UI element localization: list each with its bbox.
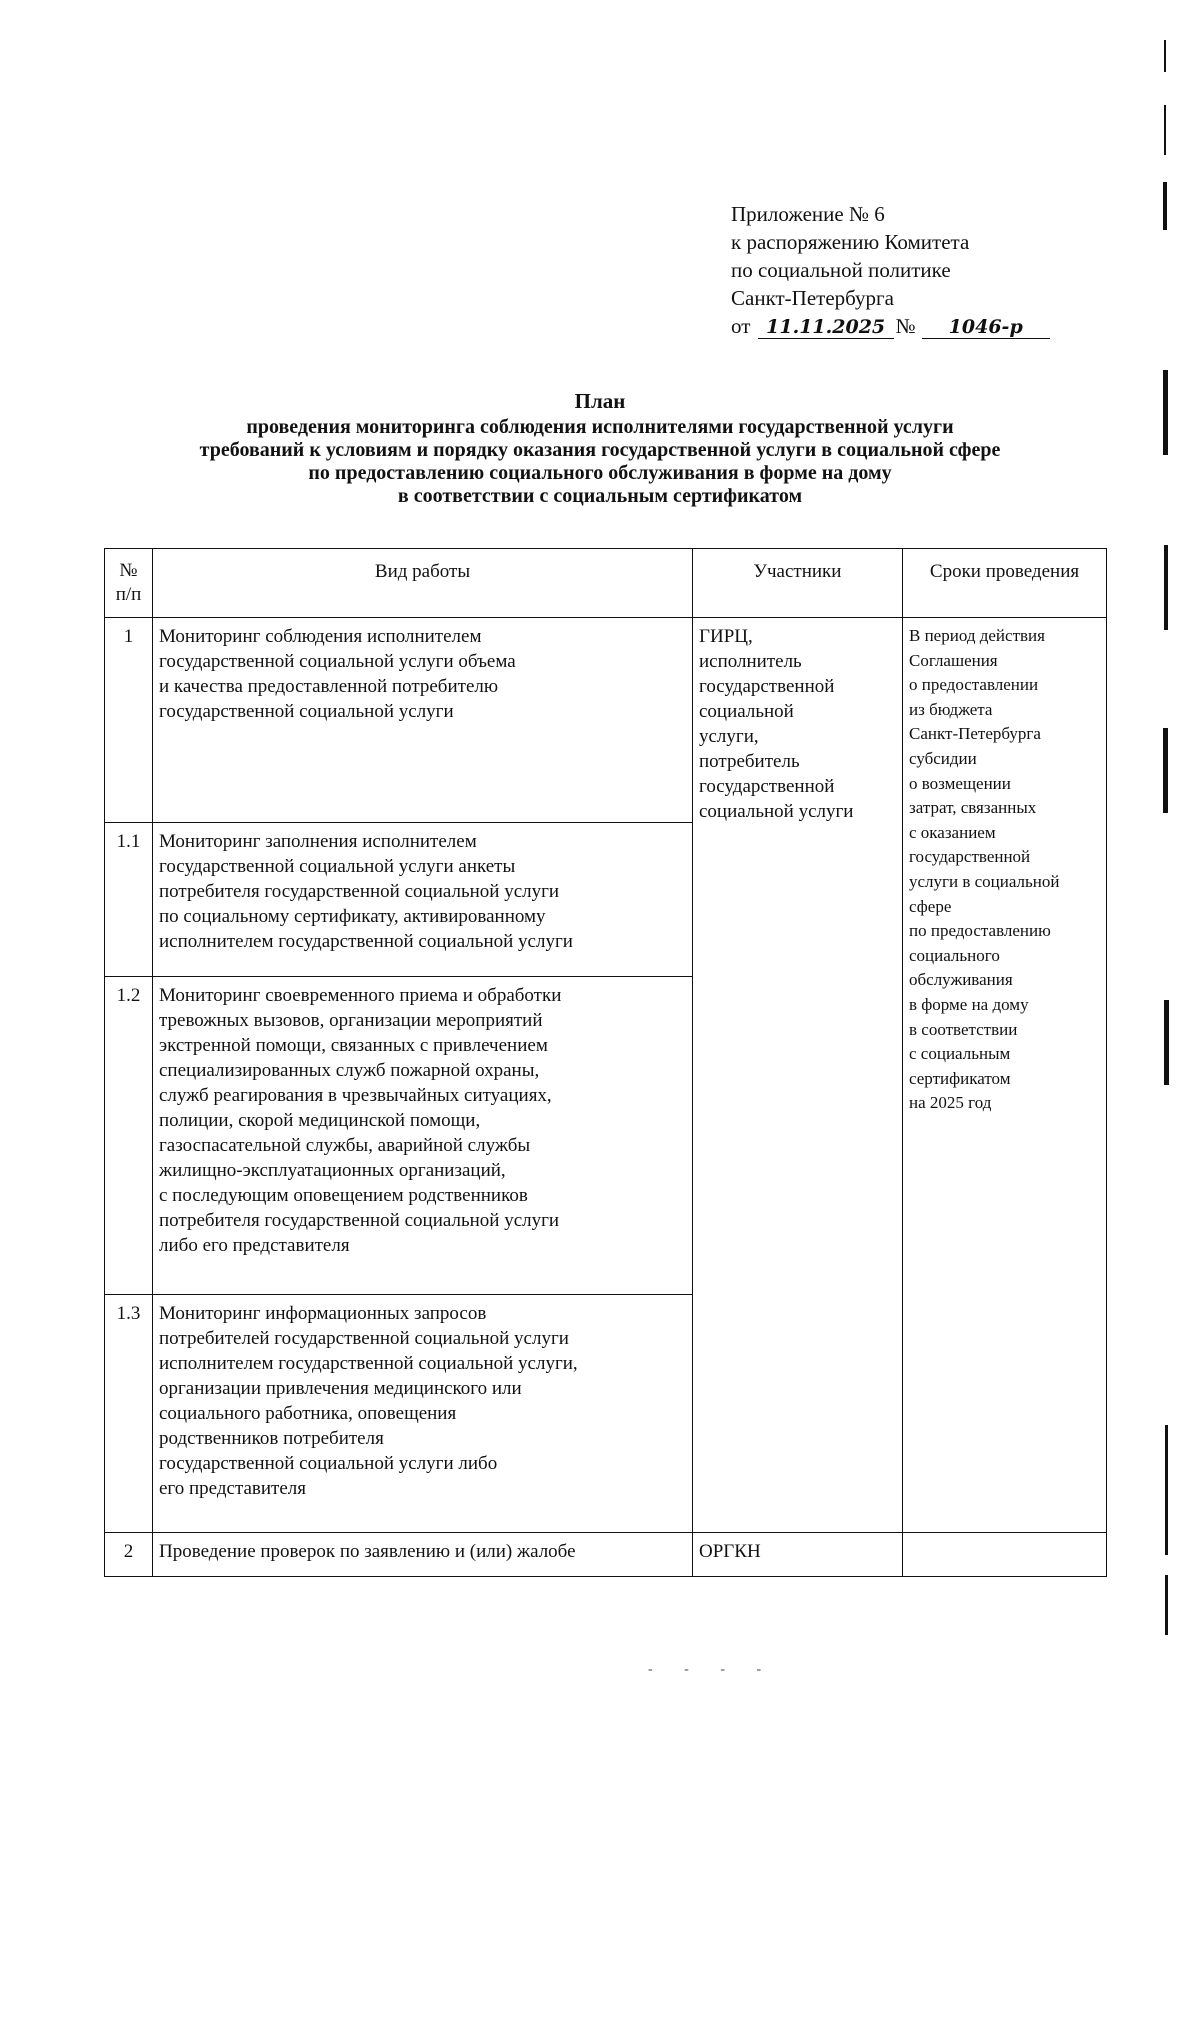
annex-date-line	[731, 312, 1050, 340]
scan-mark	[1164, 545, 1168, 630]
group-period: В период действия Соглашения о предоставлении из бюджета Санкт-Петербурга субсидии о возмещении затрат, связанных с оказанием государственной услуги в социальной сфере по предоставлению социального обслуживания в форме на дому в соответствии с социальным сертификатом на 2025 год	[903, 618, 1107, 1533]
title-line-2: требований к условиям и порядку оказания государственной услуги в социальной сфере	[199, 439, 1001, 461]
scan-mark	[1163, 370, 1168, 455]
row-num: 1.2	[105, 977, 153, 1295]
scan-mark	[1164, 40, 1166, 72]
scan-mark	[1164, 105, 1166, 155]
title-line-3: по предоставлению социального обслуживания в форме на дому	[308, 462, 892, 484]
scan-mark	[1164, 1000, 1169, 1085]
annex-line-4: Санкт-Петербурга	[731, 286, 894, 310]
handwritten-number: 1046-р	[922, 316, 1050, 339]
table-row	[105, 618, 1107, 823]
header-participants: Участники	[693, 549, 903, 618]
row-work: Мониторинг своевременного приема и обработки тревожных вызовов, организации мероприятий экстренной помощи, связанных с привлечением специализированных служб пожарной охраны, служб реагирования в чрезвычайных ситуациях, полиции, скорой медицинской помощи, газоспасательной службы, аварийной службы жилищно-эксплуатационных организаций, с последующим оповещением родственников потребителя государственной социальной услуги либо его представителя	[153, 977, 693, 1295]
handwritten-date: 11.11.2025	[758, 316, 894, 339]
scan-mark	[1163, 728, 1168, 813]
footer-dash-marks: - - - -	[648, 1662, 776, 1677]
number-label: №	[895, 314, 916, 338]
row-participants: ОРГКН	[693, 1533, 903, 1577]
row-work: Мониторинг заполнения исполнителем государственной социальной услуги анкеты потребителя государственной социальной услуги по социальному сертификату, активированному исполнителем государственной социальной услуги	[153, 823, 693, 977]
row-work: Мониторинг информационных запросов потребителей государственной социальной услуги исполнителем государственной социальной услуги, организации привлечения медицинского или социального работника, оповещения родственников потребителя государственной социальной услуги либо его представителя	[153, 1295, 693, 1533]
annex-line-1: Приложение № 6	[731, 202, 885, 226]
date-prefix: от	[731, 314, 751, 338]
annex-line-2: к распоряжению Комитета	[731, 230, 970, 254]
annex-line-3: по социальной политике	[731, 258, 951, 282]
row-num: 1	[105, 618, 153, 823]
row-num: 1.3	[105, 1295, 153, 1533]
plan-table	[104, 548, 1107, 1577]
scan-mark	[1165, 1425, 1168, 1555]
title-heading: План	[574, 389, 626, 413]
header-work: Вид работы	[153, 549, 693, 618]
scan-mark	[1165, 1575, 1168, 1635]
row-num: 1.1	[105, 823, 153, 977]
document-title	[0, 390, 1200, 508]
row-num: 2	[105, 1533, 153, 1577]
title-line-4: в соответствии с социальным сертификатом	[397, 485, 803, 507]
group-participants: ГИРЦ, исполнитель государственной социальной услуги, потребитель государственной социальной услуги	[693, 618, 903, 1533]
table-row	[105, 1533, 1107, 1577]
row-work: Мониторинг соблюдения исполнителем государственной социальной услуги объема и качества предоставленной потребителю государственной социальной услуги	[153, 618, 693, 823]
title-line-1: проведения мониторинга соблюдения исполнителями государственной услуги	[246, 416, 954, 438]
annex-block	[731, 200, 1050, 340]
header-num: № п/п	[105, 549, 153, 618]
scan-mark	[1163, 182, 1167, 230]
header-period: Сроки проведения	[903, 549, 1107, 618]
row-work: Проведение проверок по заявлению и (или) жалобе	[153, 1533, 693, 1577]
row-period	[903, 1533, 1107, 1577]
table-header-row	[105, 549, 1107, 618]
